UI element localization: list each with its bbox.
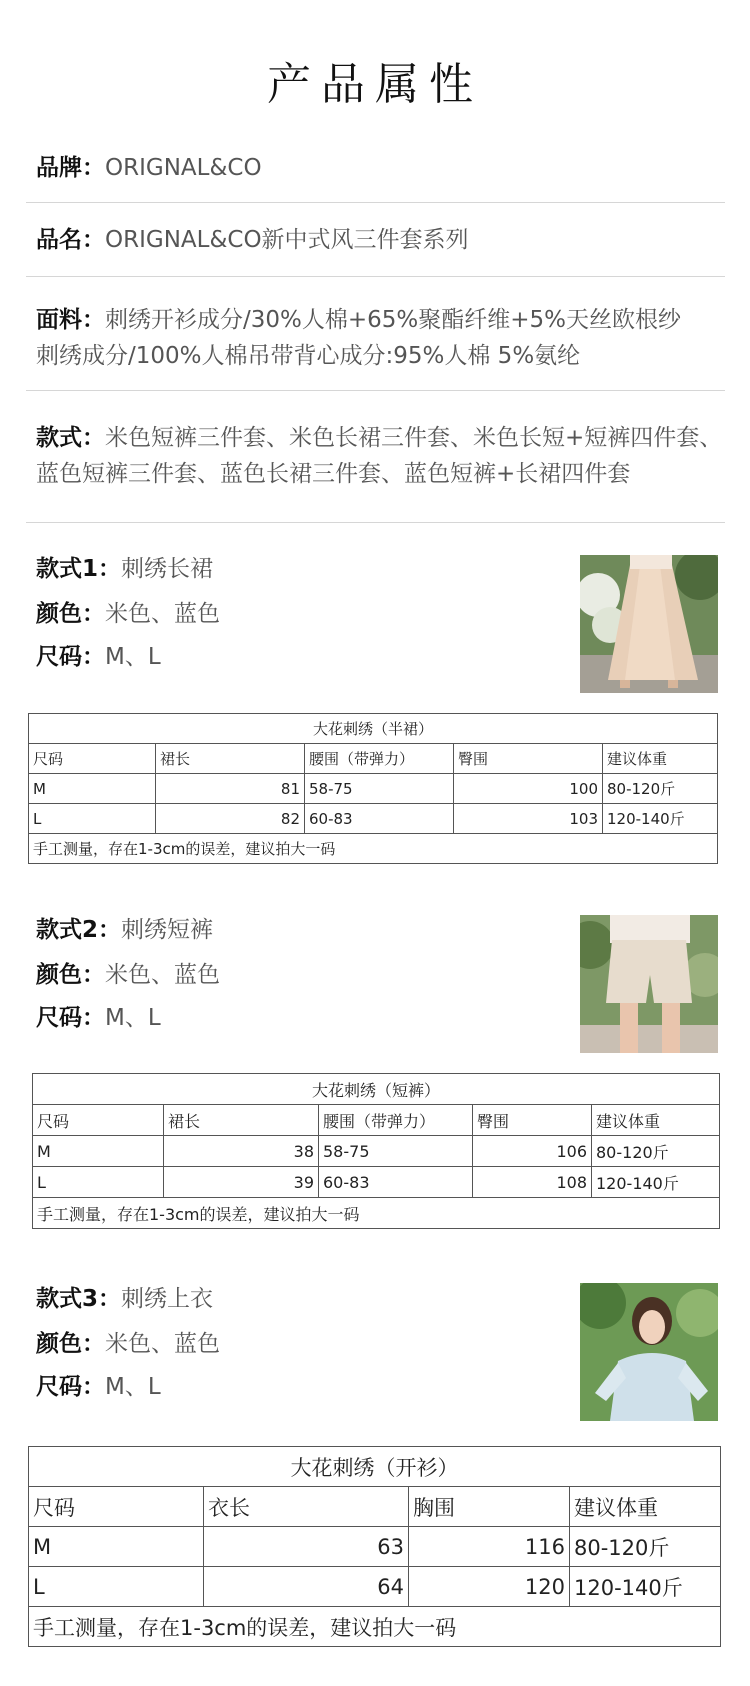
header-weight: 建议体重 [592,1105,720,1136]
header-size: 尺码 [33,1105,164,1136]
table-note: 手工测量，存在1-3cm的误差，建议拍大一码 [29,834,718,864]
top-photo [580,1283,718,1421]
header-length: 裙长 [164,1105,319,1136]
table-row: L 39 60-83 108 120-140斤 [33,1167,720,1198]
product-name-row [36,222,740,258]
size-table-skirt [28,713,718,864]
shorts-photo [580,915,718,1053]
brand-label: 品牌： [36,155,105,181]
table-row: M 38 58-75 106 80-120斤 [33,1136,720,1167]
header-length: 衣长 [204,1487,409,1527]
style-1-size: 尺码：M、L [36,644,161,670]
header-size: 尺码 [29,1487,204,1527]
header-chest: 胸围 [409,1487,570,1527]
size-table-cardigan [28,1446,721,1647]
header-size: 尺码 [29,744,156,774]
header-weight: 建议体重 [570,1487,721,1527]
divider [26,522,725,523]
table-title: 大花刺绣（短裤） [33,1074,720,1105]
header-length: 裙长 [156,744,305,774]
style-1-name: 款式1：刺绣长裙 [36,556,214,582]
brand-row [36,150,740,186]
header-hip: 臀围 [454,744,603,774]
fabric-label: 面料： [36,307,105,333]
table-note: 手工测量，存在1-3cm的误差，建议拍大一码 [29,1607,721,1647]
header-weight: 建议体重 [603,744,718,774]
divider [26,276,725,277]
page-title: 产品属性 [267,59,483,110]
styles-value-line2: 蓝色短裤三件套、蓝色长裙三件套、蓝色短裤+长裙四件套 [36,461,631,487]
fabric-row [36,302,740,374]
product-name-value: ORIGNAL&CO新中式风三件套系列 [105,227,469,253]
table-row: M 81 58-75 100 80-120斤 [29,774,718,804]
brand-value: ORIGNAL&CO [105,155,262,181]
header-waist: 腰围（带弹力） [305,744,454,774]
styles-label: 款式： [36,425,105,451]
fabric-value: 刺绣开衫成分/30%人棉+65%聚酯纤维+5%天丝欧根纱 [105,307,682,333]
product-name-label: 品名： [36,227,105,253]
divider [26,390,725,391]
style-2-size: 尺码：M、L [36,1005,161,1031]
styles-row [36,420,750,492]
table-title: 大花刺绣（开衫） [29,1447,721,1487]
header-hip: 臀围 [473,1105,592,1136]
style-2-color: 颜色：米色、蓝色 [36,962,220,988]
fabric-value-line2: 刺绣成分/100%人棉吊带背心成分:95%人棉 5%氨纶 [36,343,581,369]
style-2-name: 款式2：刺绣短裤 [36,917,214,943]
table-row: L 82 60-83 103 120-140斤 [29,804,718,834]
table-row: M 63 116 80-120斤 [29,1527,721,1567]
header-waist: 腰围（带弹力） [319,1105,473,1136]
style-1-color: 颜色：米色、蓝色 [36,601,220,627]
style-3-name: 款式3：刺绣上衣 [36,1286,214,1312]
table-title: 大花刺绣（半裙） [29,714,718,744]
size-table-shorts [32,1073,720,1229]
table-row: L 64 120 120-140斤 [29,1567,721,1607]
styles-value: 米色短裤三件套、米色长裙三件套、米色长短+短裤四件套、 [105,425,723,451]
style-3-color: 颜色：米色、蓝色 [36,1331,220,1357]
style-3-size: 尺码：M、L [36,1374,161,1400]
table-note: 手工测量，存在1-3cm的误差，建议拍大一码 [33,1198,720,1229]
skirt-photo [580,555,718,693]
divider [26,202,725,203]
